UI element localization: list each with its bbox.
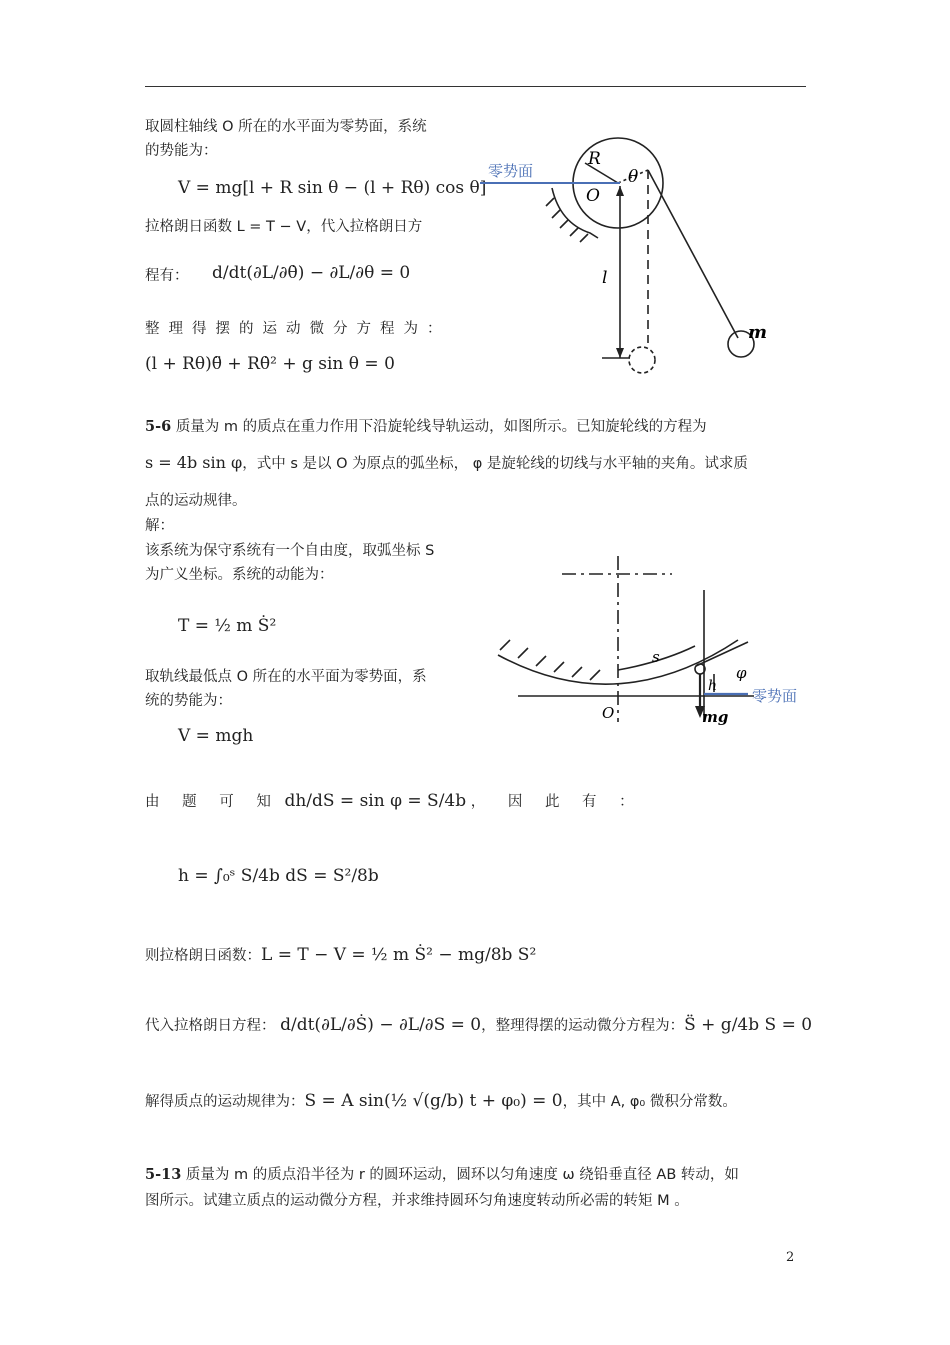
problem-5-13-line1	[145, 1164, 739, 1186]
label-O-2: O	[602, 704, 615, 722]
figure-pendulum	[480, 128, 780, 388]
para-zero-plane-2-cont: 统的势能为：	[145, 693, 232, 709]
problem-5-6-line2	[145, 452, 748, 475]
text-constants: ，其中 A, φ₀ 微积分常数。	[562, 1094, 737, 1110]
para-lagrange-eq	[145, 1014, 812, 1037]
para-solution	[145, 1090, 737, 1113]
para-zero-plane-2: 取轨线最低点 O 所在的水平面为零势面，系	[145, 669, 427, 685]
problem-513-text: 质量为 m 的质点沿半径为 r 的圆环运动，圆环以匀角速度 ω 绕铅垂直径 AB 转动，如	[185, 1167, 739, 1183]
figure-cycloid	[490, 550, 810, 740]
text-therefore: ， 因 此 有 ：	[470, 794, 643, 810]
label-m: m	[748, 322, 768, 343]
eq-potential: V = mg[l + R sin θ − (l + Rθ) cos θ]	[178, 178, 487, 198]
para-lagrangian-2	[145, 944, 536, 967]
pendulum-string	[648, 170, 738, 338]
problem-text-cont: ，式中 s 是以 O 为原点的弧坐标， φ 是旋轮线的切线与水平轴的夹角。试求质	[242, 456, 748, 472]
label-R: R	[588, 149, 601, 169]
label-theta: θ	[628, 167, 639, 187]
text-solution: 解得质点的运动规律为：	[145, 1094, 305, 1110]
text-sub-lagrange: 代入拉格朗日方程：	[145, 1018, 276, 1034]
label-mg: mg	[702, 708, 729, 726]
eq-dh-dS: dh/dS = sin φ = S/4b	[284, 791, 467, 811]
label-O: O	[586, 186, 600, 206]
eq-cycloid: s = 4b sin φ	[145, 453, 243, 472]
eq-motion-theta: (l + Rθ)θ̈ + Rθ̇² + g sin θ = 0	[145, 354, 395, 374]
eq-kinetic: T = ½ m Ṡ²	[178, 616, 277, 636]
text-lagrangian: 则拉格朗日函数：	[145, 948, 261, 964]
zero-label-2: 零势面	[752, 687, 798, 705]
para-dof: 该系统为保守系统有一个自由度，取弧坐标 S	[145, 543, 435, 559]
problem-text: 质量为 m 的质点在重力作用下沿旋轮线导轨运动，如图所示。已知旋轮线的方程为	[175, 419, 707, 435]
eq-h-integral: h = ∫₀ˢ S/4b dS = S²/8b	[178, 866, 379, 886]
eq-ode-S: S̈ + g/4b S = 0	[684, 1015, 813, 1035]
problem-5-6-line1	[145, 416, 707, 438]
eq-lagrangian: L = T − V = ½ m Ṡ² − mg/8b S²	[261, 945, 537, 965]
label-h: h	[708, 678, 718, 694]
header-rule	[145, 86, 806, 87]
problem-number-513: 5-13	[145, 1166, 182, 1183]
solution-label: 解：	[145, 518, 174, 534]
label-equation: 程有：	[145, 268, 189, 284]
para-dof-cont: 为广义坐标。系统的动能为：	[145, 567, 334, 583]
text-ode-intro: ，整理得摆的运动微分方程为：	[481, 1018, 685, 1034]
label-l: l	[602, 268, 608, 288]
para-known	[145, 790, 643, 813]
bob-rest-dashed	[629, 347, 655, 373]
eq-lagrange-S: d/dt(∂L/∂Ṡ) − ∂L/∂S = 0	[280, 1015, 482, 1035]
problem-number: 5-6	[145, 418, 172, 435]
problem-5-13-line2: 图所示。试建立质点的运动微分方程，并求维持圆环匀角速度转动所必需的转矩 M 。	[145, 1193, 689, 1209]
para-motion: 整理得摆的运动微分方程为：	[145, 321, 451, 337]
text-known: 由 题 可 知	[145, 794, 280, 810]
para-zero-plane: 取圆柱轴线 O 所在的水平面为零势面，系统	[145, 119, 427, 135]
eq-potential-mgh: V = mgh	[178, 726, 254, 746]
para-lagrangian: 拉格朗日函数 L = T − V，代入拉格朗日方	[145, 219, 423, 235]
label-s: s	[652, 648, 660, 666]
label-phi: φ	[736, 664, 747, 682]
eq-lagrange-theta: d/dt(∂L/∂θ̇) − ∂L/∂θ = 0	[212, 263, 411, 283]
eq-solution: S = A sin(½ √(g/b) t + φ₀) = 0	[304, 1091, 563, 1111]
page-number: 2	[786, 1250, 795, 1265]
problem-5-6-line3: 点的运动规律。	[145, 493, 247, 509]
zero-label: 零势面	[488, 162, 534, 180]
para-zero-plane-cont: 的势能为：	[145, 143, 218, 159]
